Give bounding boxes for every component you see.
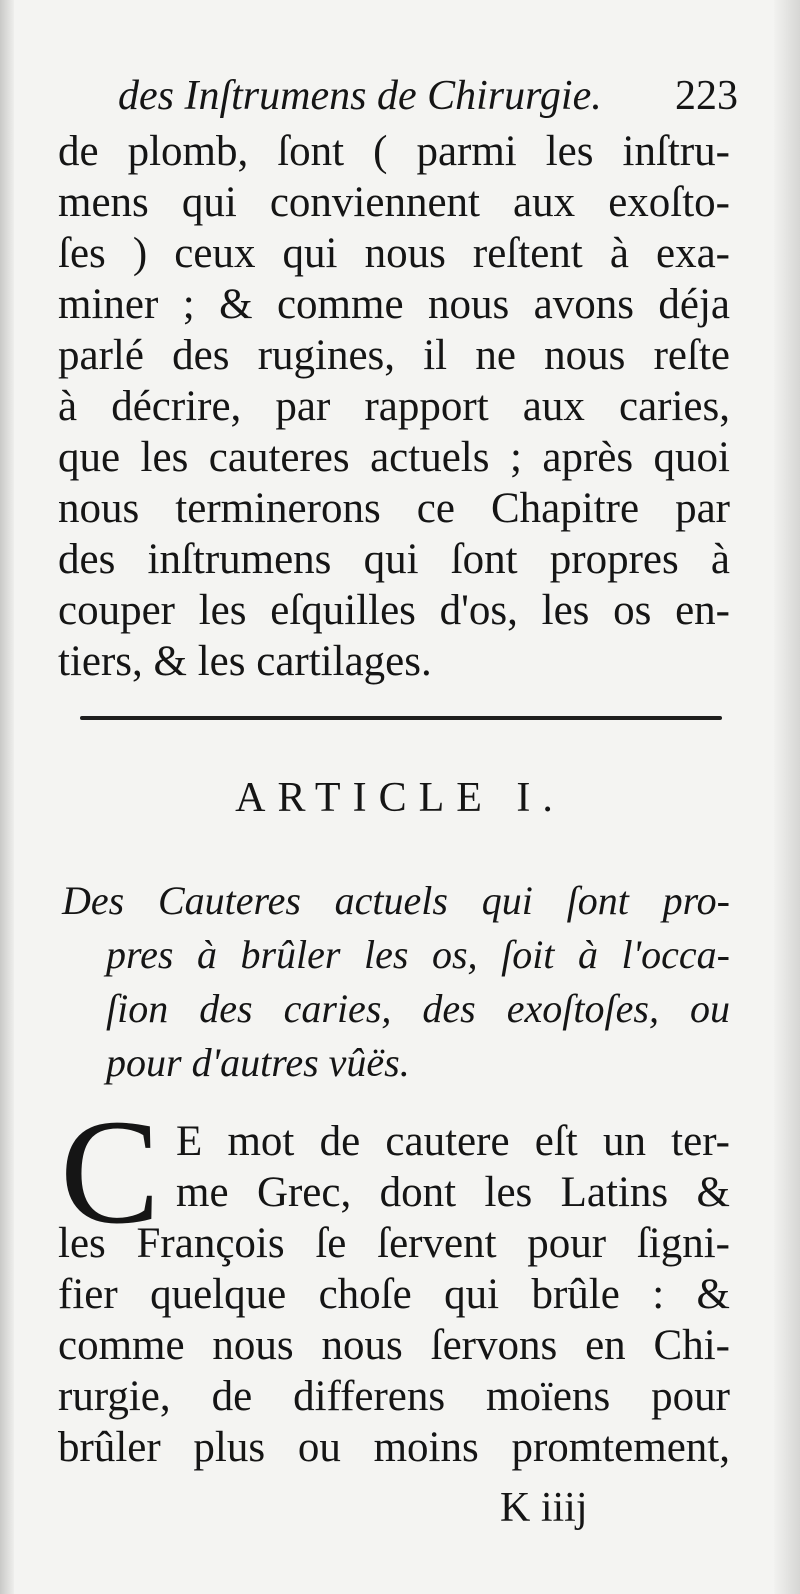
subtitle-line: pour d'autres vûës.	[106, 1040, 410, 1085]
text-line: à décrire, par rapport aux caries,	[58, 383, 730, 430]
text-line: couper les eſquilles d'os, les os en-	[58, 587, 730, 634]
text-line: que les cauteres actuels ; après quoi	[58, 434, 730, 481]
text-line: miner ; & comme nous avons déja	[58, 281, 730, 328]
signature-mark: K iiij	[500, 1485, 588, 1531]
running-header	[118, 68, 738, 124]
text-line: comme nous nous ſervons en Chi-	[58, 1322, 730, 1369]
text-line: de plomb, ſont ( parmi les inſtru-	[58, 128, 730, 175]
text-line: des inſtrumens qui ſont propres à	[58, 536, 730, 583]
running-title: des Inſtrumens de Chirurgie.	[118, 73, 602, 119]
text-line: rurgie, de differens moïens pour	[58, 1373, 730, 1420]
text-line: E mot de cautere eſt un ter-	[176, 1118, 730, 1165]
text-line: parlé des rugines, il ne nous reſte	[58, 332, 730, 379]
article-heading: ARTICLE I.	[235, 775, 565, 821]
text-line: fier quelque choſe qui brûle : &	[58, 1271, 730, 1318]
text-line: nous terminerons ce Chapitre par	[58, 485, 730, 532]
article-subtitle	[62, 874, 730, 1090]
page-number: 223	[675, 73, 738, 119]
text-line: ſes ) ceux qui nous reſtent à exa-	[58, 230, 730, 277]
subtitle-line: Des Cauteres actuels qui ſont pro-	[62, 878, 730, 923]
text-line: brûler plus ou moins promtement,	[58, 1424, 730, 1471]
text-line: me Grec, dont les Latins &	[176, 1169, 730, 1216]
text-line: mens qui conviennent aux exoſto-	[58, 179, 730, 226]
drop-cap: C	[60, 1089, 161, 1255]
section-divider-rule	[80, 716, 722, 720]
paragraph-1	[58, 126, 730, 687]
subtitle-line: pres à brûler les os, ſoit à l'occa-	[106, 932, 730, 977]
text-line: les François ſe ſervent pour ſigni-	[58, 1220, 730, 1267]
paragraph-2	[58, 1116, 730, 1473]
text-line: tiers, & les cartilages.	[58, 638, 432, 685]
subtitle-line: ſion des caries, des exoſtoſes, ou	[106, 986, 730, 1031]
